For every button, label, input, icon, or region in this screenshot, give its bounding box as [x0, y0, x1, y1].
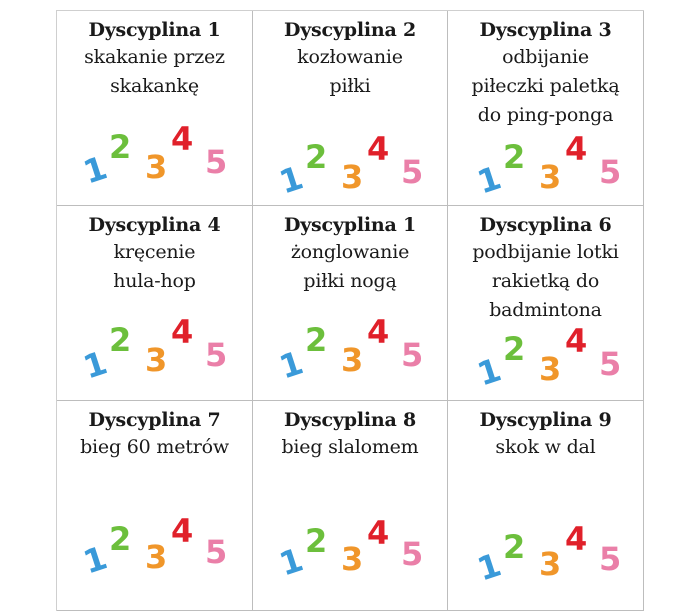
score-2-icon[interactable]: 2: [503, 528, 526, 566]
description-line: skakanie przez: [84, 46, 225, 68]
score-5-icon[interactable]: 5: [401, 153, 424, 191]
discipline-description: [253, 43, 447, 101]
score-3-icon[interactable]: 3: [341, 158, 364, 196]
discipline-card-8: [253, 401, 448, 611]
description-line: bieg slalomem: [281, 436, 419, 458]
score-5-icon[interactable]: 5: [205, 533, 228, 571]
score-3-icon[interactable]: 3: [341, 341, 364, 379]
score-2-icon[interactable]: 2: [305, 321, 328, 359]
discipline-description: [57, 43, 252, 101]
description-line: rakietką do: [491, 270, 600, 292]
score-1-icon[interactable]: 1: [274, 343, 308, 387]
discipline-title: Dyscyplina 8: [283, 409, 417, 431]
discipline-card-7: [57, 401, 253, 611]
score-1-icon[interactable]: 1: [274, 540, 308, 584]
discipline-description: [448, 43, 643, 130]
score-2-icon[interactable]: 2: [305, 138, 328, 176]
discipline-card-9: [448, 401, 644, 611]
discipline-card-5: [253, 206, 448, 401]
score-2-icon[interactable]: 2: [109, 321, 132, 359]
score-2-icon[interactable]: 2: [109, 128, 132, 166]
score-5-icon[interactable]: 5: [599, 153, 622, 191]
description-line: żonglowanie: [290, 241, 410, 263]
score-5-icon[interactable]: 5: [599, 540, 622, 578]
score-4-icon[interactable]: 4: [565, 322, 588, 360]
discipline-card-3: [448, 11, 644, 206]
score-4-icon[interactable]: 4: [171, 512, 194, 550]
description-line: piłki nogą: [303, 270, 397, 292]
discipline-card-1: [57, 11, 253, 206]
score-1-icon[interactable]: 1: [78, 343, 112, 387]
score-2-icon[interactable]: 2: [503, 330, 526, 368]
description-line: skok w dal: [495, 436, 596, 458]
score-3-icon[interactable]: 3: [145, 148, 168, 186]
discipline-card-2: [253, 11, 448, 206]
score-4-icon[interactable]: 4: [565, 130, 588, 168]
discipline-card-4: [57, 206, 253, 401]
score-5-icon[interactable]: 5: [205, 336, 228, 374]
description-line: badmintona: [489, 299, 602, 321]
score-2-icon[interactable]: 2: [109, 520, 132, 558]
score-1-icon[interactable]: 1: [274, 158, 308, 202]
score-3-icon[interactable]: 3: [539, 545, 562, 583]
score-1-icon[interactable]: 1: [472, 350, 506, 394]
description-line: bieg 60 metrów: [80, 436, 229, 458]
discipline-description: [253, 433, 447, 462]
disciplines-grid: [56, 10, 644, 611]
score-4-icon[interactable]: 4: [367, 130, 390, 168]
discipline-card-6: [448, 206, 644, 401]
score-1-icon[interactable]: 1: [472, 545, 506, 589]
description-line: kręcenie: [113, 241, 196, 263]
discipline-description: [253, 238, 447, 296]
discipline-title: Dyscyplina 1: [88, 19, 221, 41]
discipline-title: Dyscyplina 6: [479, 214, 612, 236]
description-line: kozłowanie: [297, 46, 403, 68]
score-5-icon[interactable]: 5: [599, 345, 622, 383]
score-3-icon[interactable]: 3: [539, 350, 562, 388]
description-line: skakankę: [110, 75, 199, 97]
score-3-icon[interactable]: 3: [341, 540, 364, 578]
score-5-icon[interactable]: 5: [205, 143, 228, 181]
score-2-icon[interactable]: 2: [305, 522, 328, 560]
description-line: odbijanie: [502, 46, 589, 68]
score-4-icon[interactable]: 4: [367, 514, 390, 552]
score-4-icon[interactable]: 4: [171, 313, 194, 351]
discipline-title: Dyscyplina 1: [283, 214, 417, 236]
score-1-icon[interactable]: 1: [78, 538, 112, 582]
discipline-title: Dyscyplina 2: [283, 19, 417, 41]
description-line: piłki: [329, 75, 371, 97]
discipline-description: [57, 433, 252, 462]
score-4-icon[interactable]: 4: [171, 120, 194, 158]
score-3-icon[interactable]: 3: [145, 538, 168, 576]
score-3-icon[interactable]: 3: [145, 341, 168, 379]
score-3-icon[interactable]: 3: [539, 158, 562, 196]
description-line: do ping-ponga: [477, 104, 614, 126]
discipline-description: [448, 238, 643, 325]
score-1-icon[interactable]: 1: [472, 158, 506, 202]
discipline-title: Dyscyplina 7: [88, 409, 221, 431]
discipline-description: [57, 238, 252, 296]
discipline-title: Dyscyplina 9: [479, 409, 612, 431]
discipline-title: Dyscyplina 3: [479, 19, 612, 41]
description-line: hula-hop: [113, 270, 196, 292]
score-5-icon[interactable]: 5: [401, 336, 424, 374]
score-5-icon[interactable]: 5: [401, 535, 424, 573]
discipline-title: Dyscyplina 4: [88, 214, 221, 236]
score-4-icon[interactable]: 4: [565, 520, 588, 558]
score-2-icon[interactable]: 2: [503, 138, 526, 176]
score-1-icon[interactable]: 1: [78, 148, 112, 192]
discipline-description: [448, 433, 643, 462]
score-4-icon[interactable]: 4: [367, 313, 390, 351]
description-line: piłeczki paletką: [471, 75, 620, 97]
description-line: podbijanie lotki: [472, 241, 619, 263]
